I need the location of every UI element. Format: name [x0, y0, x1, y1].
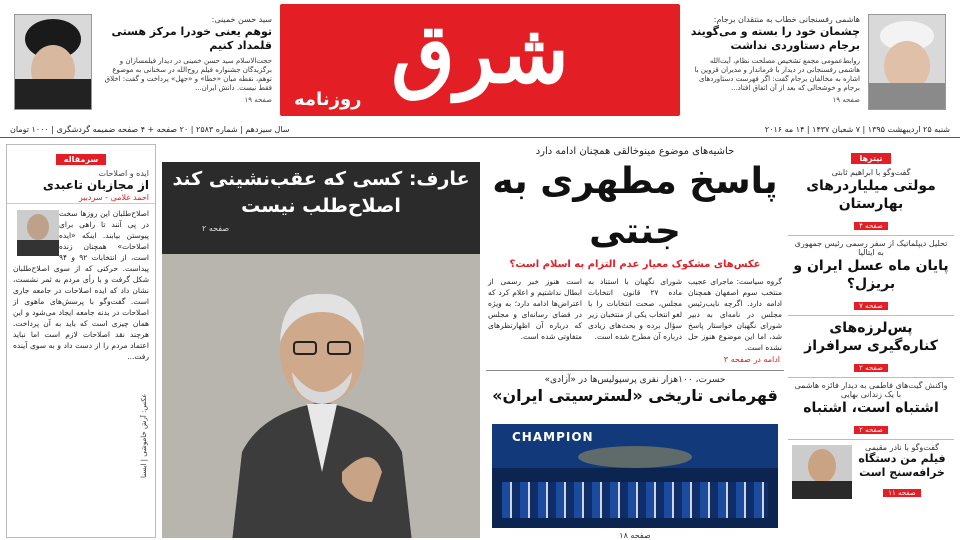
- masthead-right-box[interactable]: [688, 6, 950, 124]
- logo-subtitle: روزنامه: [294, 89, 362, 110]
- news-headline: مولتی میلیاردرهای بهارستان: [806, 178, 936, 212]
- news-headline: پس‌لرزه‌های کناره‌گیری سرافراز: [804, 320, 938, 354]
- news-item[interactable]: [788, 378, 954, 440]
- banner-text: CHAMPION: [512, 430, 594, 444]
- lead-headline: عارف: کسی که عقب‌نشینی کند اصلاح‌طلب نیست: [172, 168, 470, 217]
- photo-credit: عکس: آرش خاموشی | ایسنا: [140, 393, 148, 478]
- section-tag: تیترها: [851, 153, 890, 164]
- news-kicker: گفت‌وگو با ابراهیم ثابتی: [831, 168, 911, 177]
- issue-info: سال سیزدهم | شماره ۲۵۸۳ | ۲۰ صفحه + ۴ صفحه ضمیمه گردشگری | ۱۰۰۰ تومان: [10, 125, 290, 134]
- teaser-text: حجت‌الاسلام سید حسن خمینی در دیدار فیلمسازان و برگزیدگان جشنواره فیلم روح‌الله در سخنانی به موضوع توهم، نقطه میان «خطا» و «جهل» پرداخت و گفت: اخلاق فقط نیست. دانش ایران...: [104, 57, 272, 92]
- headline: توهم یعنی خودرا مرکز هستی قلمداد کنیم: [111, 25, 272, 52]
- news-headline: پایان ماه عسل ایران و بریزل؟: [793, 258, 949, 292]
- author-photo: [17, 210, 59, 256]
- sport-photo: [492, 424, 778, 528]
- main-body: [486, 276, 784, 353]
- portrait-photo: [868, 14, 946, 110]
- continued-link[interactable]: ادامه در صفحه ۳: [723, 355, 780, 364]
- page-ref: صفحه ۱۸: [619, 531, 651, 540]
- editorial-title: از مجازبان تاعبدی: [42, 178, 149, 192]
- page-ref: صفحه ۱۱: [883, 489, 921, 497]
- issue-date: شنبه ۲۵ اردیبهشت ۱۳۹۵ | ۷ شعبان ۱۴۳۷ | ۱۴ مه ۲۰۱۶: [764, 125, 950, 134]
- headline: چشمان خود را بسته و می‌گویند برجام دستاوردی نداشت: [690, 25, 860, 52]
- news-kicker: گفت‌وگو با نادر مقیمی: [865, 443, 939, 452]
- body-column: شورای نگهبان با استناد به ماده ۲۷ قانون انتخابات مجلس، صحت انتخابات را با لغو انتخاب یکی از منتخبان زیر سؤال برده و بحث‌های زیادی درباره آن مطرح شده است.: [588, 277, 682, 341]
- page-ref: صفحه ۲: [202, 224, 230, 233]
- sport-headline: قهرمانی تاریخی «لسترسیتی ایران»: [492, 386, 778, 405]
- news-headline: فیلم من دستگاه خرافه‌سنج است: [858, 452, 946, 479]
- news-item[interactable]: [788, 236, 954, 316]
- masthead-left-box[interactable]: [10, 6, 272, 124]
- main-subhead: عکس‌های مشکوک معیار عدم التزام به اسلام است؟: [509, 259, 761, 270]
- page-ref: صفحه ۲: [854, 426, 888, 434]
- dateline: [0, 124, 960, 138]
- news-kicker: تحلیل دیپلماتیک از سفر رسمی رئیس جمهوری به ایتالیا: [794, 239, 948, 257]
- lead-photo: [162, 162, 480, 538]
- page-ref: صفحه ۱۹: [832, 96, 860, 104]
- main-kicker: حاشیه‌های موضوع مینوخالقی همچنان ادامه دارد: [535, 146, 735, 157]
- kicker: سید حسن خمینی:: [211, 15, 272, 24]
- editorial-text: اصلاح‌طلبان این روزها سخت در پی آنند تا راهی برای پیوستن بیابند. اینکه «ایده اصلاحات» همچنان زنده است، از انتخابات ۹۲ و ۹۴ پیداست. حرکتی که از سوی اصلاح‌طلبان شکل گرفت و با رأی مردم به ثمر نشست، نشان داد که ایده اصلاحات در جامعه جاری است. گفت‌وگو با پرسش‌های ماهوی از اصلاحات در بدنه جامعه ایجاد می‌شود و این همان چیزی است که باید به آن پرداخت. هرچند نقد اصلاحات لازم است اما نباید اعتماد مردم را از دست داد و به سوی آینده رفت...: [13, 209, 149, 361]
- interview-photo: [792, 445, 852, 499]
- logo-text: شرق: [391, 6, 569, 102]
- section-tag: سرمقاله: [56, 154, 106, 165]
- kicker: هاشمی رفسنجانی خطاب به منتقدان برجام:: [713, 15, 860, 24]
- page-ref: صفحه ۴: [854, 222, 888, 230]
- lead-story[interactable]: [140, 144, 480, 538]
- news-headline: اشتباه است، اشتباه: [803, 400, 939, 416]
- news-kicker: واکنش گیت‌های فاطمی به دیدار فائزه هاشمی با یک زندانی بهایی: [794, 381, 948, 399]
- editorial-author: احمد غلامی - سردبیر: [7, 192, 155, 204]
- newspaper-logo: [280, 4, 680, 116]
- editorial-kicker: ایده و اصلاحات: [98, 169, 149, 178]
- headlines-column: [788, 144, 954, 538]
- masthead: [0, 0, 960, 135]
- main-story[interactable]: [486, 144, 784, 538]
- news-item[interactable]: [788, 316, 954, 378]
- main-headline: پاسخ مطهری به جنتی: [492, 161, 778, 252]
- person-illustration: [222, 272, 422, 538]
- page-ref: صفحه ۱۹: [244, 96, 272, 104]
- news-item[interactable]: [788, 165, 954, 236]
- portrait-photo: [14, 14, 92, 110]
- body-column: است هنوز خبر رسمی از ابطال نداشتیم و اعلام کرد که اعتراض‌ها ادامه دارد؛ به ‌ویژه در فضای رسانه‌ای و مجلس که درباره آن اظهارنظرهای متفاوتی شده است.: [488, 277, 582, 341]
- body-column: گروه سیاست: ماجرای عجیب منتخب سوم اصفهان همچنان ادامه دارد. اگرچه نایب‌رئیس مجلس در نامه‌ای به دبیر شورای نگهبان خواستار پاسخ شد، اما این موضوع هنوز حل نشده است.: [688, 277, 782, 352]
- news-item[interactable]: [788, 440, 954, 502]
- sport-kicker: حسرت، ۱۰۰هزار نفری پرسپولیس‌ها در «آزادی»: [544, 375, 726, 385]
- editorial-column[interactable]: [6, 144, 156, 538]
- teaser-text: روابط‌عمومی مجمع تشخیص مصلحت نظام، آیت‌الله هاشمی رفسنجانی در دیدار با فرماندار و مدیران قزوین با اشاره به مخالفان برجام گفت: اگر فهرست دستاوردهای برجام و خوشحالی که بعد از آن اتفاق افتاد...: [694, 57, 860, 92]
- page-ref: صفحه ۲: [854, 364, 888, 372]
- page-ref: صفحه ۷: [854, 302, 888, 310]
